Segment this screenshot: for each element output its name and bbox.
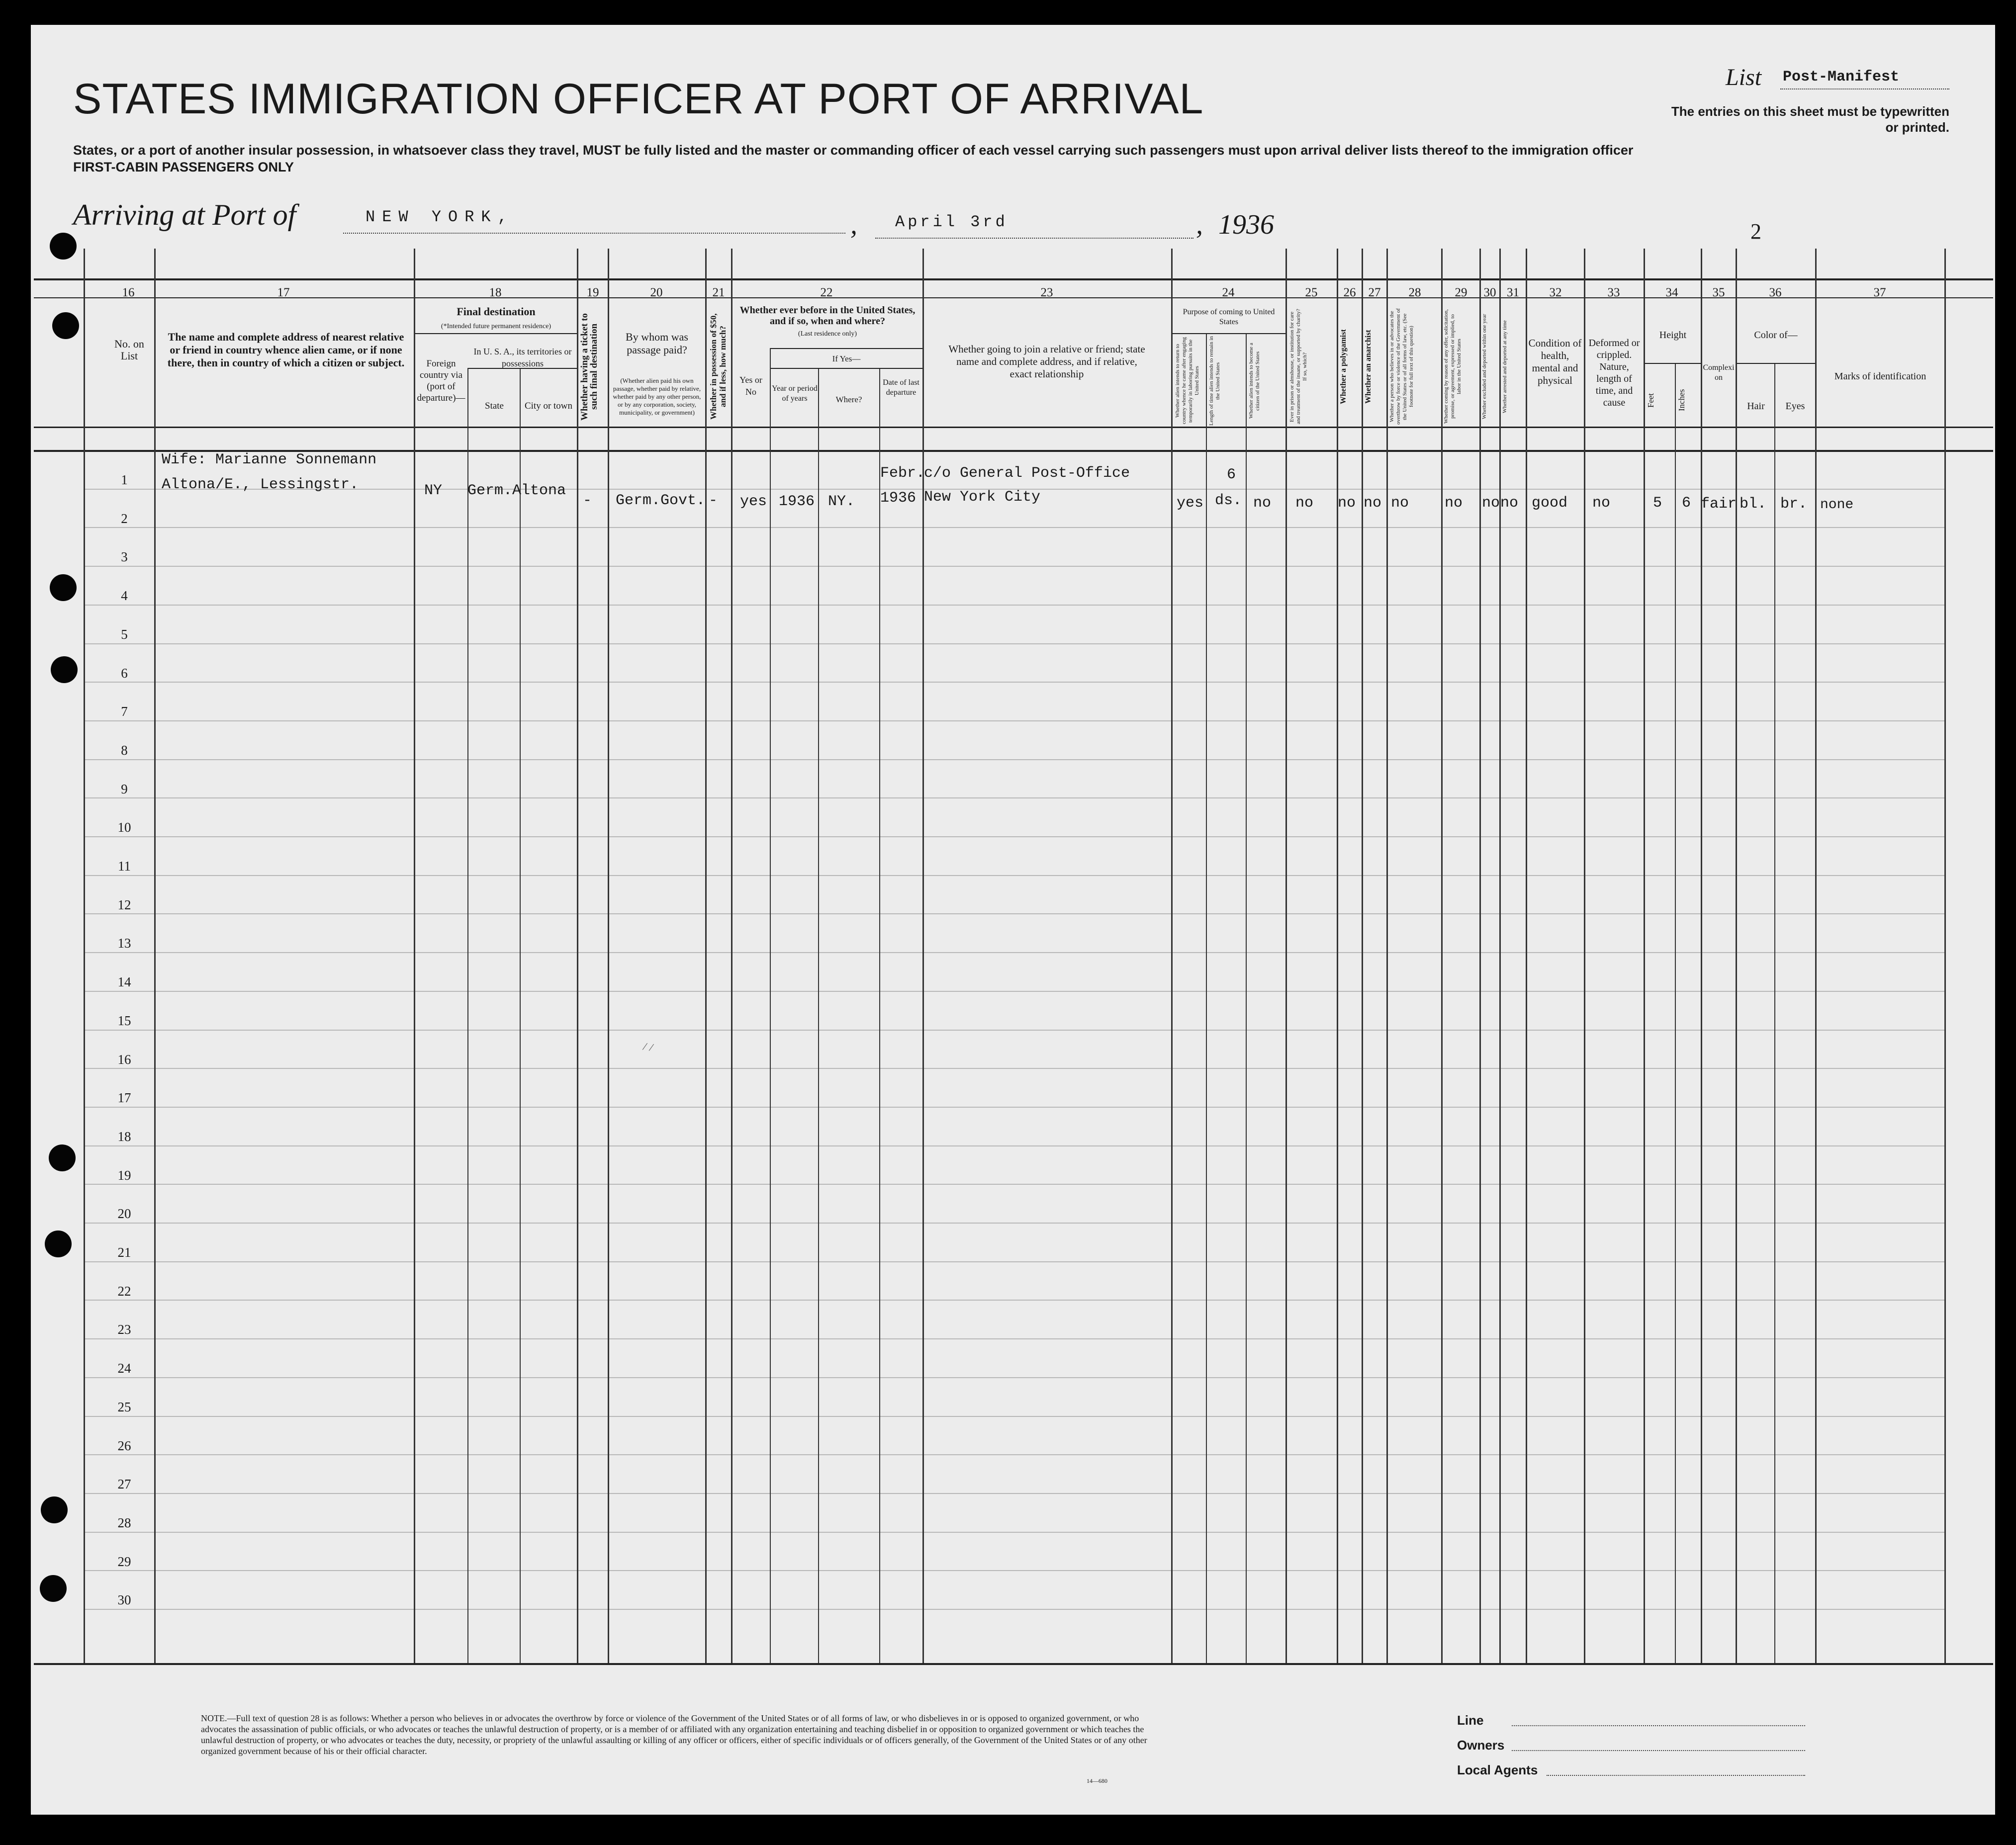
column-divider: [1479, 249, 1481, 1663]
column-divider: [1499, 249, 1501, 1663]
row-line: [85, 1068, 1944, 1069]
col-number: 26: [1343, 286, 1356, 299]
col-number: 32: [1549, 286, 1562, 299]
row-number: 1: [121, 472, 128, 487]
col-number: 18: [489, 286, 502, 299]
owners-label: Owners: [1457, 1738, 1505, 1753]
header-bottom-divider: [34, 427, 1993, 428]
row-line: [85, 759, 1944, 760]
col-number: 33: [1607, 286, 1620, 299]
row-line: [85, 1338, 1944, 1339]
column-divider: [84, 249, 85, 1663]
col34-feet: Feet: [1646, 393, 1655, 408]
col-number: 23: [1040, 286, 1053, 299]
row-number: 27: [117, 1477, 131, 1492]
col26-header: Whether a polygamist: [1339, 329, 1348, 404]
citizen-intent: no: [1253, 495, 1272, 512]
column-divider: [1526, 249, 1527, 1663]
column-divider: [922, 249, 924, 1663]
col17-header: The name and complete address of nearest relative or friend in country whence alien came, or if none there, then in country of which a citizen or subject.: [167, 331, 405, 369]
row-number: 7: [121, 704, 128, 719]
arrival-year: 1936: [1218, 209, 1274, 240]
stray-mark: ⁄⁄: [641, 1041, 656, 1055]
col-number: 21: [712, 286, 725, 299]
subheader-divider: [1645, 363, 1701, 364]
relative-address: Altona/E., Lessingstr.: [162, 476, 359, 493]
agents-signature-line: [1547, 1775, 1805, 1776]
col-number: 31: [1507, 286, 1519, 299]
arriving-label: Arriving at Port of: [73, 198, 296, 231]
col-number: 30: [1483, 286, 1496, 299]
column-divider: [520, 368, 521, 1663]
arrested-answer: no: [1500, 495, 1519, 512]
col22-year: Year or period of years: [772, 384, 818, 403]
row-line: [85, 566, 1944, 567]
punch-hole: [50, 233, 77, 260]
complexion-answer: fair: [1701, 496, 1737, 513]
arrival-date: April 3rd: [895, 213, 1008, 231]
col-number: 22: [820, 286, 833, 299]
col-number: 29: [1455, 286, 1467, 299]
row-number: 15: [117, 1013, 131, 1028]
col-number: 36: [1769, 286, 1782, 299]
overthrow-answer: no: [1391, 495, 1409, 512]
length-of-stay-number: 6: [1227, 466, 1236, 483]
col-number: 19: [586, 286, 599, 299]
col37-header: Marks of identification: [1834, 371, 1926, 382]
list-underline: [1780, 88, 1949, 89]
punch-hole: [45, 1230, 72, 1257]
row-line: [85, 1532, 1944, 1533]
row-number: 3: [121, 549, 128, 565]
row-line: [85, 1107, 1944, 1108]
col-number: 24: [1222, 286, 1235, 299]
row-number: 30: [117, 1592, 131, 1608]
return-intent: yes: [1177, 495, 1204, 512]
offer-answer: no: [1445, 495, 1463, 512]
hair-color: bl.: [1740, 496, 1767, 513]
row-line: [85, 1300, 1944, 1301]
subheader-divider: [771, 368, 922, 369]
form-title: STATES IMMIGRATION OFFICER AT PORT OF ARRIVAL: [73, 75, 1204, 123]
column-divider: [1206, 333, 1207, 1663]
col22-date: Date of last departure: [883, 378, 919, 397]
entries-note: The entries on this sheet must be typewritten or printed.: [1671, 104, 1949, 135]
line-signature-line: [1512, 1725, 1805, 1726]
row-number: 16: [117, 1052, 131, 1067]
row-number: 13: [117, 936, 131, 951]
column-divider: [1337, 249, 1338, 1663]
subheader-divider: [1172, 333, 1285, 334]
col-number: 27: [1368, 286, 1381, 299]
col36-hair: Hair: [1747, 401, 1765, 412]
column-divider: [467, 368, 468, 1663]
row-line: [85, 1377, 1944, 1378]
row-number: 2: [121, 511, 128, 526]
col30-header: Whether excluded and deported within one year: [1481, 314, 1487, 420]
col28-header: Whether a person who believes in or advocates the overthrow by force or violence of the Government of the United States or of all forms of law, etc. (See footnote for full text of this question): [1389, 308, 1414, 425]
row-line: [85, 1493, 1944, 1494]
column-divider: [1362, 249, 1363, 1663]
row-number: 28: [117, 1515, 131, 1530]
row-line: [85, 1145, 1944, 1146]
height-feet: 5: [1653, 495, 1662, 512]
col29-header: Whether coming by reason of any offer, solicitation, promise, or agreement, expressed or implied, to labor in the United States: [1443, 309, 1462, 424]
relative-name: Wife: Marianne Sonnemann: [162, 451, 377, 468]
column-divider: [731, 249, 733, 1663]
col18-foreign: Foreign country via (port of departure)—: [417, 358, 465, 403]
paid-by: Germ.Govt.: [616, 492, 706, 509]
row-line: [85, 1609, 1944, 1610]
identification-marks: none: [1820, 497, 1854, 513]
column-divider: [414, 249, 415, 1663]
ticket-answer: -: [583, 492, 592, 509]
col22-if-yes: If Yes—: [832, 354, 861, 363]
punch-hole: [51, 656, 78, 683]
col36-eyes: Eyes: [1785, 401, 1805, 412]
col20-note: (Whether alien paid his own passage, whether paid by relative, whether paid by any other person, or by any corporation, society, municipality, or government): [613, 377, 701, 416]
table-bottom-border: [34, 1663, 1993, 1665]
col19-header: Whether having a ticket to such final destination: [579, 313, 599, 421]
row-line: [85, 1184, 1944, 1185]
column-divider: [770, 348, 771, 1663]
column-divider: [1246, 333, 1247, 1663]
col22-title: Whether ever before in the United States, and if so, when and where?: [739, 305, 916, 327]
col-number: 16: [122, 286, 135, 299]
list-value: Post-Manifest: [1783, 69, 1900, 86]
row-line: [85, 991, 1944, 992]
col32-header: Condition of health, mental and physical: [1528, 337, 1582, 386]
fifty-dollars: -: [709, 492, 718, 509]
destination-city: Germ.Altona: [467, 482, 566, 499]
col16-header: No. on List: [114, 338, 144, 362]
row-number: 10: [117, 820, 131, 835]
punch-hole: [40, 1575, 67, 1602]
column-divider: [1815, 249, 1817, 1663]
previous-where: NY.: [828, 493, 855, 510]
length-of-stay-unit: ds.: [1215, 492, 1242, 509]
row-number: 21: [117, 1245, 131, 1260]
row-line: [85, 836, 1944, 837]
row-number: 23: [117, 1322, 131, 1337]
row-line: [85, 1261, 1944, 1262]
punch-hole: [52, 312, 79, 339]
column-divider: [879, 368, 880, 1663]
column-divider: [1441, 249, 1443, 1663]
col36-title: Color of—: [1754, 330, 1798, 341]
col-number: 35: [1712, 286, 1725, 299]
row-number: 5: [121, 626, 128, 642]
row-line: [85, 1570, 1944, 1571]
row-number: 6: [121, 665, 128, 681]
col-number: 25: [1305, 286, 1318, 299]
row-line: [85, 913, 1944, 914]
punch-hole: [50, 574, 77, 601]
row-line: [85, 682, 1944, 683]
joining-contact: c/o General Post-Office: [924, 465, 1130, 482]
col-number: 34: [1665, 286, 1678, 299]
col24-length: Length of time alien intends to remain in the United States: [1208, 336, 1221, 426]
page-mark: 2: [1750, 219, 1761, 244]
year-period: 1936: [779, 493, 815, 510]
row-number: 14: [117, 974, 131, 990]
port-underline: [343, 233, 845, 234]
row-line: [85, 1454, 1944, 1455]
row-line: [85, 952, 1944, 953]
deformed-answer: no: [1592, 495, 1611, 512]
row-line: [85, 605, 1944, 606]
row-number: 8: [121, 742, 128, 758]
col-number: 17: [277, 286, 290, 299]
row-number: 18: [117, 1129, 131, 1144]
col20-title: By whom was passage paid?: [626, 331, 688, 356]
row-number: 19: [117, 1167, 131, 1183]
joining-address: New York City: [924, 489, 1041, 506]
height-inches: 6: [1682, 495, 1691, 512]
punch-hole: [49, 1144, 76, 1171]
col31-header: Whether arrested and deported at any time: [1502, 320, 1508, 413]
row-line: [85, 643, 1944, 644]
prison-answer: no: [1295, 495, 1314, 512]
col18-state: State: [485, 401, 504, 411]
row-number: 11: [118, 859, 131, 874]
column-divider: [1736, 249, 1737, 1663]
subheader-divider: [415, 333, 577, 334]
intro-line-1: States, or a port of another insular possession, in whatsoever class they travel, MUST be fully listed and the master or commanding officer of each vessel carrying such passengers must upon arrival deliver lists thereof to the immigration officer: [73, 143, 1634, 158]
col27-header: Whether an anarchist: [1364, 330, 1373, 404]
line-label: Line: [1457, 1713, 1484, 1728]
column-divider: [1701, 249, 1702, 1663]
column-divider: [1675, 363, 1676, 1663]
col-number: 20: [650, 286, 663, 299]
row-number: 4: [121, 588, 128, 604]
subheader-divider: [771, 348, 922, 349]
row-number: 9: [121, 781, 128, 796]
column-divider: [1584, 249, 1585, 1663]
row-line: [85, 1416, 1944, 1417]
row-line: [85, 875, 1944, 876]
column-divider: [1644, 249, 1645, 1663]
column-divider: [705, 249, 707, 1663]
col24-citizen: Whether alien intends to become a citizen of the United States: [1248, 343, 1261, 419]
departure-year: 1936: [880, 490, 916, 507]
column-divider: [1944, 249, 1946, 1663]
col21-header: Whether in possession of $50, and if less, how much?: [709, 313, 728, 420]
form-number: 14—680: [1087, 1777, 1107, 1784]
col22-where: Where?: [835, 395, 862, 404]
row-line: [85, 1030, 1944, 1031]
row-number: 25: [117, 1399, 131, 1414]
punch-hole: [41, 1496, 68, 1523]
column-divider: [1171, 249, 1173, 1663]
col18-title: Final destination: [457, 305, 536, 318]
row-line: [85, 797, 1944, 798]
col34-inches: Inches: [1677, 389, 1686, 412]
col34-title: Height: [1659, 330, 1687, 341]
col18-usa: In U. S. A., its territories or possessions: [473, 347, 572, 368]
column-divider: [1386, 249, 1388, 1663]
column-number-divider: [34, 297, 1993, 298]
col33-header: Deformed or crippled. Nature, length of time, and cause: [1588, 338, 1640, 408]
row-number: 24: [117, 1361, 131, 1376]
row-line: [85, 720, 1944, 721]
row-line: [85, 1223, 1944, 1224]
column-divider: [577, 249, 578, 1663]
comma-separator: ,: [1196, 209, 1203, 240]
col25-header: Ever in prison or almshouse, or institution for care and treatment of the insane, or supported by charity? If so, which?: [1289, 309, 1308, 425]
intro-line-2: FIRST-CABIN PASSENGERS ONLY: [73, 160, 294, 175]
row-number: 29: [117, 1554, 131, 1569]
agents-label: Local Agents: [1457, 1762, 1538, 1777]
column-divider: [154, 249, 156, 1663]
col35-header: Complexion: [1703, 363, 1735, 382]
col22-subtitle: (Last residence only): [798, 330, 857, 338]
list-label: List: [1726, 64, 1762, 90]
col23-header: Whether going to join a relative or friend; state name and complete address, and if relative, exact relationship: [948, 343, 1145, 380]
column-divider: [608, 249, 609, 1663]
col18-city: City or town: [524, 401, 573, 411]
eye-color: br.: [1780, 496, 1808, 513]
col22-yes-no: Yes or No: [739, 375, 762, 397]
excluded-answer: no: [1482, 495, 1500, 512]
table-top-border: [34, 278, 1993, 280]
owners-signature-line: [1512, 1750, 1805, 1751]
col24-title: Purpose of coming to United States: [1183, 308, 1275, 326]
footnote-question-28: NOTE.—Full text of question 28 is as follows: Whether a person who believes in or advocates the overthrow by force or violence of the Government of the United States or of all forms of law, or who disbelieves in or is opposed to organized government, or who advocates the assassination of public officials, or who advocates or teaches the unlawful destruction of property, or is a member of or affiliated with any organization entertaining and teaching disbelief in or opposition to organized government or which teaches the unlawful destruction of property, or who advocates or teaches the duty, necessity, or propriety of the unlawful assaulting or killing of any officer or officers, either of specific individuals or of officers generally, of the Government of the United States or of any other organized government because of his or their official character.: [201, 1713, 1147, 1756]
departure-month: Febr.: [880, 465, 925, 482]
column-divider: [1285, 249, 1287, 1663]
row-line: [85, 527, 1944, 528]
anarchist-answer: no: [1364, 495, 1382, 512]
form-intro: [73, 142, 1633, 176]
ever-before: yes: [740, 493, 767, 510]
comma-separator: ,: [850, 209, 857, 240]
col-number: 37: [1873, 286, 1886, 299]
polygamist-answer: no: [1338, 495, 1356, 512]
row-number: 22: [117, 1283, 131, 1299]
column-divider: [818, 368, 819, 1663]
row-number: 17: [117, 1090, 131, 1106]
col24-return: Whether alien intends to return to country whence he came after engaging temporarily in laboring pursuits in the United States: [1175, 337, 1200, 425]
foreign-via: NY: [424, 482, 443, 499]
column-divider: [1774, 363, 1775, 1663]
row-number: 26: [117, 1438, 131, 1453]
date-underline: [875, 238, 1193, 239]
col-number: 28: [1408, 286, 1421, 299]
health-answer: good: [1532, 495, 1568, 512]
row-number: 20: [117, 1206, 131, 1222]
arrival-port: NEW YORK,: [366, 208, 514, 226]
row-number: 12: [117, 897, 131, 912]
subheader-divider: [1737, 363, 1815, 364]
col18-subtitle: (*Intended future permanent residence): [441, 323, 551, 330]
